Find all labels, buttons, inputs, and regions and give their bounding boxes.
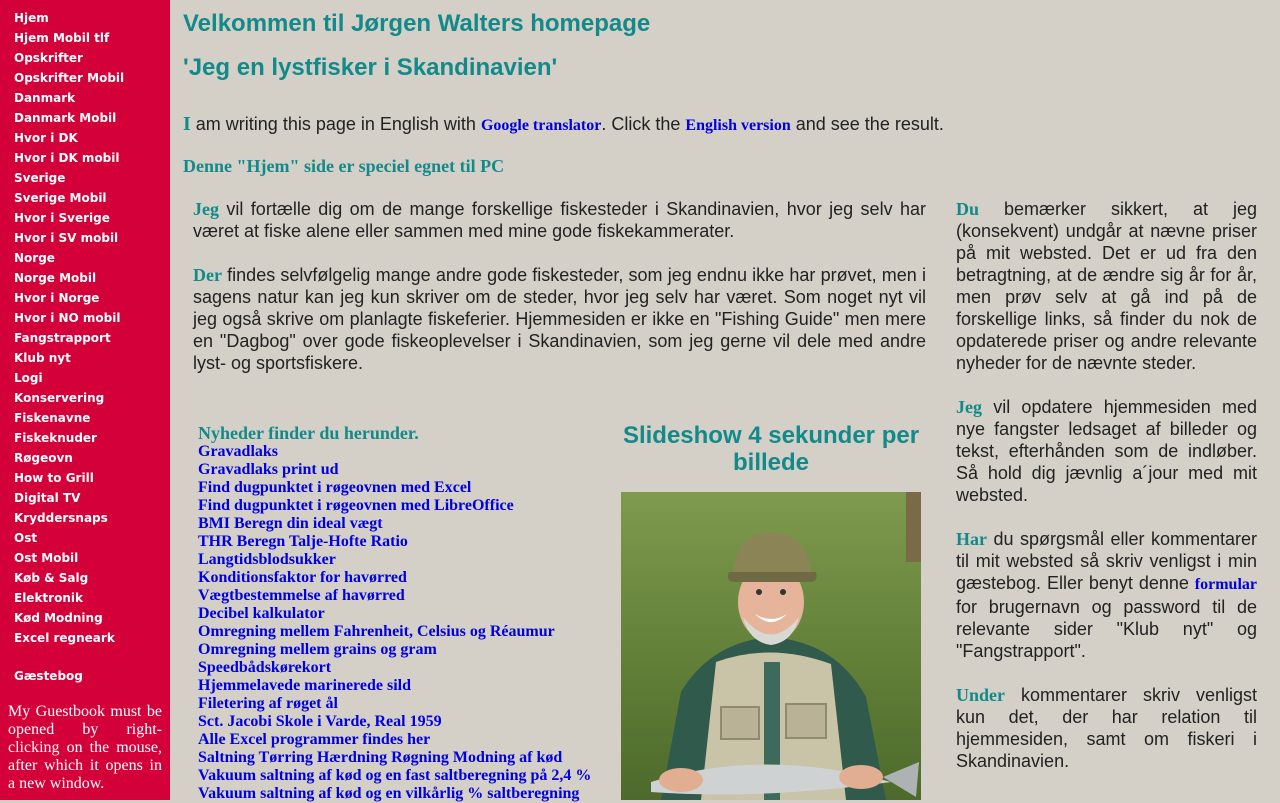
news-link[interactable]: Alle Excel programmer findes her [198,731,431,748]
news-link[interactable]: Vakuum saltning af kød og en fast saltberegning på 2,4 % [198,767,592,784]
paragraph-text: kommentarer skriv venligst kun det, der har relation til hjemmesiden, samt om fiskeri i Skandinavien. [956,685,1257,771]
sidebar-item-kød-modning[interactable]: Kød Modning [14,611,103,625]
slideshow-image [621,492,921,800]
news-link[interactable]: Decibel kalkulator [198,605,325,622]
paragraph-lead: Har [956,529,987,549]
sidebar-item-hvor-i-no-mobil[interactable]: Hvor i NO mobil [14,311,121,325]
sidebar-item-ost-mobil[interactable]: Ost Mobil [14,551,79,565]
news-link[interactable]: Vakuum saltning af kød og en vilkårlig % saltberegning [198,785,580,802]
sidebar-item-røgeovn[interactable]: Røgeovn [14,451,73,465]
sidebar-item-danmark[interactable]: Danmark [14,91,76,105]
sidebar-item-opskrifter[interactable]: Opskrifter [14,51,83,65]
sidebar-item-digital-tv[interactable]: Digital TV [14,491,81,505]
paragraph-lead: Jeg [956,397,982,417]
news-link[interactable]: Hjemmelavede marinerede sild [198,677,411,694]
news-link[interactable]: BMI Beregn din ideal vægt [198,515,383,532]
paragraph-prices [956,198,1257,374]
news-link[interactable]: THR Beregn Talje-Hofte Ratio [198,533,408,550]
paragraph-questions [956,528,1257,662]
paragraph-lead: Under [956,685,1005,705]
guestbook-note: My Guestbook must be opened by right-clicking on the mouse, after which it opens in a new window. [8,703,162,792]
sidebar [0,0,170,800]
paragraph-text: du spørgsmål eller kommentarer til mit websted så skriv venligst i min gæstebog. Eller benyt denne [956,529,1257,593]
intro-text-1: am writing this page in English with [190,114,481,134]
paragraph-updates [956,396,1257,506]
english-version-link[interactable]: English version [685,117,791,134]
paragraph-lead: Der [193,265,222,285]
sidebar-item-sverige-mobil[interactable]: Sverige Mobil [14,191,107,205]
fisherman-photo [621,492,921,800]
paragraph-text: vil fortælle dig om de mange forskellige fiskesteder i Skandinavien, hvor jeg selv har været at fiske alene eller sammen med mine gode fiskekammerater. [193,199,926,241]
sidebar-item-opskrifter-mobil[interactable]: Opskrifter Mobil [14,71,125,85]
news-link[interactable]: Langtidsblodsukker [198,551,336,568]
sidebar-item-danmark-mobil[interactable]: Danmark Mobil [14,111,117,125]
paragraph-comments [956,684,1257,772]
news-link[interactable]: Vægtbestemmelse af havørred [198,587,405,604]
intro-initial: I [183,113,191,135]
sidebar-item-fangstrapport[interactable]: Fangstrapport [14,331,111,345]
google-translator-link[interactable]: Google translator [480,117,602,134]
intro-line [183,113,944,137]
sidebar-item-klub-nyt[interactable]: Klub nyt [14,351,71,365]
paragraph-text: for brugernavn og password til de relevante sider "Klub nyt" og "Fangstrapport". [956,597,1257,661]
news-link[interactable]: Find dugpunktet i røgeovnen med LibreOffice [198,497,514,514]
page-title: Velkommen til Jørgen Walters homepage [183,10,651,37]
pc-note: Denne "Hjem" side er speciel egnet til PC [183,156,505,176]
sidebar-item-hvor-i-norge[interactable]: Hvor i Norge [14,291,100,305]
paragraph-intro [193,198,926,242]
paragraph-text: findes selvfølgelig mange andre gode fiskesteder, som jeg endnu ikke har prøvet, men i sagens natur kan jeg kun skriver om de steder, hvor jeg selv har været. Som noget nyt vil jeg også skrive om planlagte fiskeferier. Hjemmesiden er ikke en "Fishing Guide" men mere en "Dagbog" over gode fiskeoplevelser i Skandinavien, som jeg gerne vil dele med andre lyst- og sportsfiskere. [193,265,926,373]
sidebar-item-hvor-i-sv-mobil[interactable]: Hvor i SV mobil [14,231,119,245]
sidebar-nav [14,8,124,648]
sidebar-item-kryddersnaps[interactable]: Kryddersnaps [14,511,108,525]
news-link[interactable]: Sct. Jacobi Skole i Varde, Real 1959 [198,713,442,730]
news-link[interactable]: Omregning mellem grains og gram [198,641,437,658]
sidebar-item-køb-salg[interactable]: Køb & Salg [14,571,89,585]
paragraph-text: vil opdatere hjemmesiden med nye fangster ledsaget af billeder og tekst, efterhånden som de indløber. Så hold dig jævnlig a´jour med mit websted. [956,397,1257,505]
paragraph-places [193,264,926,374]
formular-link[interactable]: formular [1194,576,1257,593]
sidebar-item-konservering[interactable]: Konservering [14,391,105,405]
sidebar-item-excel-regneark[interactable]: Excel regneark [14,631,115,645]
news-heading: Nyheder finder du herunder. [198,423,419,443]
sidebar-item-fiskenavne[interactable]: Fiskenavne [14,411,91,425]
sidebar-item-sverige[interactable]: Sverige [14,171,66,185]
news-link[interactable]: Konditionsfaktor for havørred [198,569,407,586]
news-links [198,443,608,803]
intro-text-3: and see the result. [790,114,944,134]
sidebar-item-ost[interactable]: Ost [14,531,38,545]
news-link[interactable]: Gravadlaks print ud [198,461,339,478]
news-link[interactable]: Speedbådskørekort [198,659,332,676]
news-link[interactable]: Find dugpunktet i røgeovnen med Excel [198,479,472,496]
sidebar-item-elektronik[interactable]: Elektronik [14,591,83,605]
sidebar-item-norge[interactable]: Norge [14,251,55,265]
right-column [956,198,1257,794]
sidebar-item-hjem-mobil-tlf[interactable]: Hjem Mobil tlf [14,31,110,45]
sidebar-item-fiskeknuder[interactable]: Fiskeknuder [14,431,97,445]
news-link[interactable]: Omregning mellem Fahrenheit, Celsius og Réaumur [198,623,555,640]
intro-text-2: . Click the [601,114,686,134]
page-subtitle: 'Jeg en lystfisker i Skandinavien' [183,54,558,81]
sidebar-item-guestbook[interactable]: Gæstebog [14,669,83,683]
paragraph-lead: Jeg [193,199,219,219]
sidebar-item-logi[interactable]: Logi [14,371,43,385]
news-link[interactable]: Gravadlaks [198,443,279,460]
slideshow-title: Slideshow 4 sekunder per billede [622,422,920,476]
sidebar-item-hjem[interactable]: Hjem [14,11,49,25]
sidebar-item-how-to-grill[interactable]: How to Grill [14,471,94,485]
sidebar-item-norge-mobil[interactable]: Norge Mobil [14,271,97,285]
sidebar-item-hvor-i-dk[interactable]: Hvor i DK [14,131,78,145]
sidebar-item-hvor-i-sverige[interactable]: Hvor i Sverige [14,211,110,225]
news-link[interactable]: Saltning Tørring Hærdning Røgning Modning af kød [198,749,563,766]
paragraph-text: bemærker sikkert, at jeg (konsekvent) undgår at nævne priser på mit websted. Det er ud fra den betragtning, at de ændre sig år for år, men prøv selv at gå ind på de forskellige links, så finder du nok de opdaterede priser og andre relevante nyheder for de nævnte steder. [956,199,1257,373]
news-link[interactable]: Filetering af røget ål [198,695,338,712]
paragraph-lead: Du [956,199,980,219]
sidebar-item-hvor-i-dk-mobil[interactable]: Hvor i DK mobil [14,151,120,165]
news-section [198,423,608,803]
